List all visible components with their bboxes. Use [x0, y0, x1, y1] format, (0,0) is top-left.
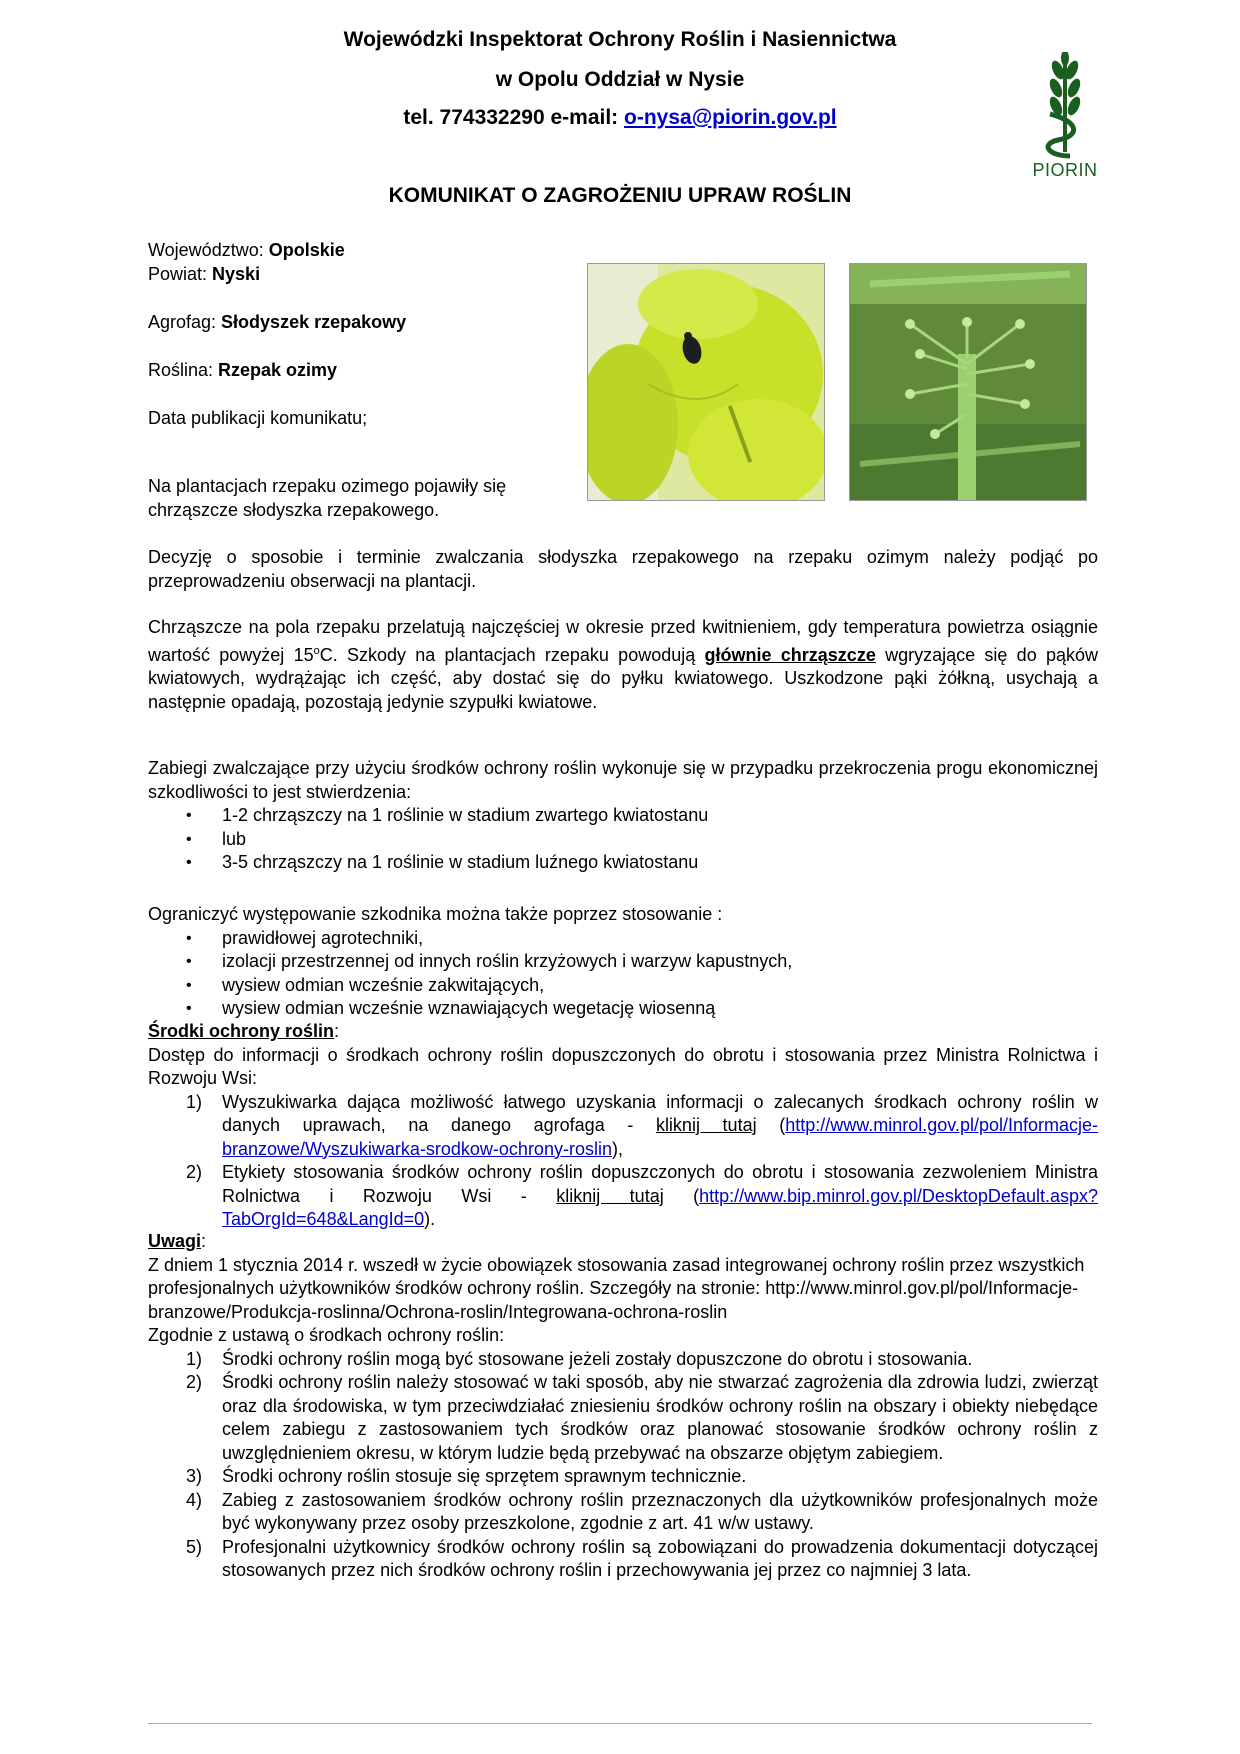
- list-item: [148, 1465, 1098, 1489]
- item-number: 1): [186, 1348, 203, 1369]
- item-text: Wyszukiwarka dająca możliwość łatwego uzyskania informacji o zalecanych środkach ochrony roślin w danych uprawach, na danego agrofaga -: [222, 1091, 1098, 1135]
- list-item: [148, 1489, 1098, 1536]
- uwagi-heading-line: Uwagi:: [148, 1231, 207, 1251]
- agrofag-line: [148, 312, 406, 333]
- item-number: 3): [186, 1466, 203, 1486]
- damage-paragraph: [148, 616, 1098, 714]
- degree-sign: o: [313, 644, 320, 657]
- intro-paragraph: Na plantacjach rzepaku ozimego pojawiły się chrząszcze słodyszka rzepakowego.: [148, 476, 507, 520]
- wojewodztwo-value: Opolskie: [268, 240, 345, 260]
- damage-text-2: C. Szkody na plantacjach rzepaku powodują: [319, 644, 705, 665]
- threshold-paragraph: [148, 757, 1098, 875]
- srodki-intro: Dostęp do informacji o środkach ochrony roślin dopuszczonych do obrotu i stosowania przez Ministra Rolnictwa i Rozwoju Wsi:: [148, 1044, 1098, 1088]
- item-text: Środki ochrony roślin należy stosować w taki sposób, aby nie stwarzać zagrożenia dla zdrowia ludzi, zwierząt oraz dla środowiska, w tym przeciwdziałać zniesieniu środków ochrony roślin na obszary i obiekty niebędące celem zabiegu z zastosowaniem tych środków oraz planować stosowanie środków ochrony roślin z uwzględnieniem okresu, w którym ludzie będą przebywać na obszarze objętym zabiegiem.: [222, 1372, 1098, 1463]
- institution-name: Wojewódzki Inspektorat Ochrony Roślin i Nasiennictwa: [343, 28, 897, 51]
- item-number: 1): [186, 1091, 203, 1112]
- damage-text-3: wgryzające się do pąków kwiatowych, wydrążając ich część, aby dostać się do pyłku kwiatowego. Uszkodzone pąki żółkną, usychają a następnie opadają, pozostają jedynie szypułki kwiatowe.: [148, 644, 1098, 712]
- item-text: Etykiety stosowania środków ochrony roślin dopuszczonych do obrotu i stosowania zezwoleniem Ministra Rolnictwa i Rozwoju Wsi -: [222, 1162, 1098, 1206]
- roslina-label: Roślina:: [148, 360, 219, 380]
- list-item: [148, 1161, 1098, 1232]
- srodki-heading: Środki ochrony roślin: [148, 1021, 335, 1041]
- click-here-link[interactable]: kliknij tutaj: [556, 1185, 664, 1206]
- publication-date-label: Data publikacji komunikatu;: [148, 408, 368, 428]
- paren-open: (: [756, 1115, 786, 1135]
- item-text: Zabieg z zastosowaniem środków ochrony roślin przeznaczonych dla użytkowników profesjonalnych może być wykonywany przez osoby przeszkolone, zgodnie z art. 41 w/w ustawy.: [222, 1489, 1098, 1533]
- footer-divider: [148, 1723, 1092, 1724]
- list-item: • izolacji przestrzennej od innych roślin krzyżowych i warzyw kapustnych,: [148, 950, 1098, 974]
- list-item: [148, 1348, 1098, 1372]
- item-number: 4): [186, 1489, 203, 1510]
- list-item: [148, 1536, 1098, 1583]
- list-item: • wysiew odmian wcześnie wznawiających wegetację wiosenną: [148, 997, 1098, 1021]
- item-text: Środki ochrony roślin mogą być stosowane jeżeli zostały dopuszczone do obrotu i stosowania.: [222, 1348, 973, 1369]
- document-title: KOMUNIKAT O ZAGROŻENIU UPRAW ROŚLIN: [388, 184, 852, 207]
- threshold-intro: Zabiegi zwalczające przy użyciu środków ochrony roślin wykonuje się w przypadku przekroczenia progu ekonomicznej szkodliwości to jest stwierdzenia:: [148, 758, 1098, 802]
- list-item: • prawidłowej agrotechniki,: [148, 927, 1098, 951]
- powiat-line: [148, 264, 260, 285]
- paren-open: (: [663, 1185, 700, 1206]
- threshold-list: [148, 804, 1098, 875]
- email-link[interactable]: o-nysa@piorin.gov.pl: [624, 106, 837, 129]
- paren-close: ).: [424, 1209, 436, 1229]
- uwagi-section: [148, 1230, 1098, 1583]
- srodki-list: [148, 1091, 1098, 1232]
- srodki-section: [148, 1020, 1098, 1232]
- srodki-heading-line: Środki ochrony roślin:: [148, 1021, 340, 1041]
- agrofag-value: Słodyszek rzepakowy: [221, 312, 407, 332]
- wojewodztwo-label: Województwo:: [148, 240, 269, 260]
- publication-date-line: [148, 408, 367, 429]
- decision-paragraph: Decyzję o sposobie i terminie zwalczania słodyszka rzepakowego na rzepaku ozimym należy podjąć po przeprowadzeniu obserwacji na plantacji.: [148, 547, 1098, 591]
- contact-line: [140, 106, 1100, 130]
- item-text: Profesjonalni użytkownicy środków ochrony roślin są zobowiązani do prowadzenia dokumentacji dotyczącej stosowanych przez nich środków ochrony roślin i przechowywania jej przez co najmniej 3 lata.: [222, 1536, 1098, 1580]
- phone-text: tel. 774332290 e-mail:: [403, 106, 625, 129]
- powiat-value: Nyski: [212, 264, 261, 284]
- ustawa-list: [148, 1348, 1098, 1583]
- item-text: Środki ochrony roślin stosuje się sprzętem sprawnym technicznie.: [222, 1466, 747, 1486]
- url-link[interactable]: http://www.minrol.gov.pl/pol/Informacje-branzowe/Wyszukiwarka-srodkow-ochrony-roslin: [222, 1115, 1099, 1159]
- rapeseed-stem-photo: [849, 263, 1087, 501]
- item-number: 2): [186, 1372, 203, 1392]
- roslina-value: Rzepak ozimy: [218, 360, 338, 380]
- wojewodztwo-line: [148, 240, 345, 261]
- powiat-label: Powiat:: [148, 264, 213, 284]
- logo-text: PIORIN: [1032, 160, 1098, 180]
- list-item: • 3-5 chrząszczy na 1 roślinie w stadium luźnego kwiatostanu: [148, 851, 1098, 875]
- damage-emphasis: głównie chrząszcze: [704, 644, 876, 665]
- paren-close: ),: [611, 1138, 623, 1159]
- damage-text-1: Chrząszcze na pola rzepaku przelatują najczęściej w okresie przed kwitnieniem, gdy temperatura powietrza osiągnie wartość powyżej 15: [148, 617, 1098, 665]
- branch-name: w Opolu Oddział w Nysie: [495, 68, 745, 91]
- uwagi-heading: Uwagi: [148, 1231, 202, 1251]
- click-here-link[interactable]: kliknij tutaj: [655, 1115, 757, 1135]
- roslina-line: [148, 360, 337, 381]
- beetle-on-flower-photo: [587, 263, 825, 501]
- ustawa-intro: Zgodnie z ustawą o środkach ochrony roślin:: [148, 1325, 505, 1345]
- list-item: • wysiew odmian wcześnie zakwitających,: [148, 974, 1098, 998]
- item-number: 5): [186, 1536, 203, 1557]
- item-number: 2): [186, 1162, 203, 1182]
- prevention-intro: Ograniczyć występowanie szkodnika można także poprzez stosowanie :: [148, 904, 723, 924]
- list-item: • 1-2 chrząszczy na 1 roślinie w stadium zwartego kwiatostanu: [148, 804, 1098, 828]
- url-link[interactable]: http://www.bip.minrol.gov.pl/DesktopDefault.aspx?TabOrgId=648&LangId=0: [222, 1185, 1098, 1229]
- list-item: [148, 1091, 1098, 1162]
- prevention-list: [148, 927, 1098, 1021]
- prevention-paragraph: [148, 903, 1098, 1021]
- list-item-lub: • lub: [148, 828, 1098, 852]
- uwagi-paragraph: Z dniem 1 stycznia 2014 r. wszedł w życie obowiązek stosowania zasad integrowanej ochrony roślin przez wszystkich profesjonalnych użytkowników środków ochrony roślin. Szczegóły na stronie: http://www.minrol.gov.pl/pol/Informacje-branzowe/Produkcja-roslinna/Ochrona-roslin/Integrowana-ochrona-roslin: [148, 1254, 1085, 1322]
- list-item: [148, 1371, 1098, 1465]
- agrofag-label: Agrofag:: [148, 312, 222, 332]
